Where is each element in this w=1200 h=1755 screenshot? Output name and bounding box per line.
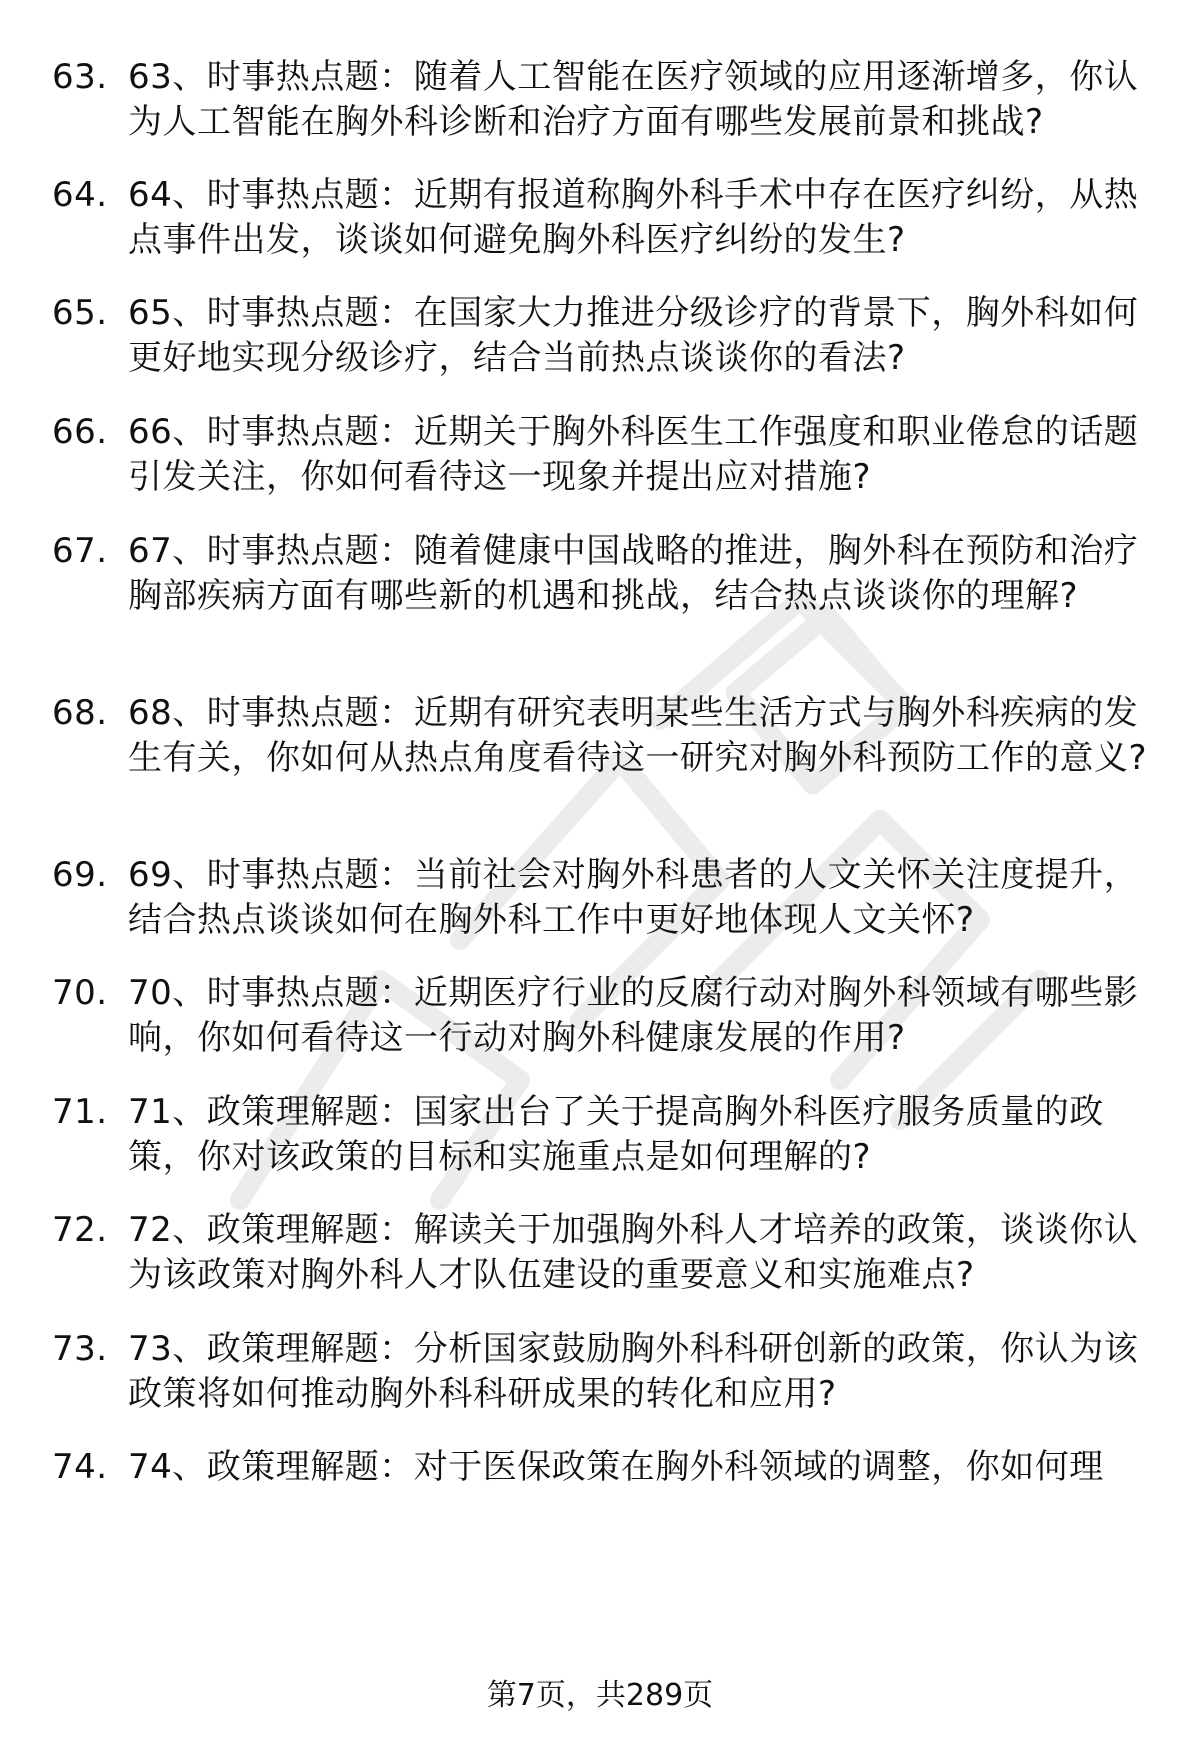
question-text: 64、时事热点题：近期有报道称胸外科手术中存在医疗纠纷，从热点事件出发，谈谈如何避免胸外科医疗纠纷的发生? xyxy=(128,175,1139,260)
question-number: 74. xyxy=(52,1447,108,1487)
question-text: 63、时事热点题：随着人工智能在医疗领域的应用逐渐增多，你认为人工智能在胸外科诊断和治疗方面有哪些发展前景和挑战? xyxy=(128,57,1139,142)
question-text: 71、政策理解题：国家出台了关于提高胸外科医疗服务质量的政策，你对该政策的目标和实施重点是如何理解的? xyxy=(128,1092,1104,1177)
question-number: 70. xyxy=(52,973,108,1013)
question-text: 74、政策理解题：对于医保政策在胸外科领域的调整，你如何理 xyxy=(128,1447,1104,1487)
question-number: 63. xyxy=(52,57,108,97)
question-item-69 xyxy=(52,853,1162,943)
question-item-65 xyxy=(52,291,1162,381)
question-text: 68、时事热点题：近期有研究表明某些生活方式与胸外科疾病的发生有关，你如何从热点角度看待这一研究对胸外科预防工作的意义? xyxy=(128,693,1148,778)
question-number: 69. xyxy=(52,855,108,895)
page-footer xyxy=(0,1676,1200,1716)
question-item-63 xyxy=(52,55,1162,145)
question-number: 72. xyxy=(52,1210,108,1250)
question-item-66 xyxy=(52,410,1162,500)
question-text: 72、政策理解题：解读关于加强胸外科人才培养的政策，谈谈你认为该政策对胸外科人才队伍建设的重要意义和实施难点? xyxy=(128,1210,1139,1295)
question-item-74 xyxy=(52,1445,1162,1490)
question-item-72 xyxy=(52,1208,1162,1298)
question-number: 65. xyxy=(52,293,108,333)
question-item-71 xyxy=(52,1090,1162,1180)
question-item-70 xyxy=(52,971,1162,1061)
question-text: 73、政策理解题：分析国家鼓励胸外科科研创新的政策，你认为该政策将如何推动胸外科科研成果的转化和应用? xyxy=(128,1329,1139,1414)
question-item-68 xyxy=(52,691,1162,781)
question-item-64 xyxy=(52,173,1162,263)
question-text: 66、时事热点题：近期关于胸外科医生工作强度和职业倦怠的话题引发关注，你如何看待这一现象并提出应对措施? xyxy=(128,412,1139,497)
question-item-67 xyxy=(52,529,1162,619)
page-number-label: 第7页，共289页 xyxy=(486,1678,714,1713)
question-text: 70、时事热点题：近期医疗行业的反腐行动对胸外科领域有哪些影响，你如何看待这一行动对胸外科健康发展的作用? xyxy=(128,973,1139,1058)
question-number: 73. xyxy=(52,1329,108,1369)
question-number: 64. xyxy=(52,175,108,215)
question-number: 71. xyxy=(52,1092,108,1132)
question-number: 66. xyxy=(52,412,108,452)
question-item-73 xyxy=(52,1327,1162,1417)
question-number: 67. xyxy=(52,531,108,571)
question-text: 69、时事热点题：当前社会对胸外科患者的人文关怀关注度提升，结合热点谈谈如何在胸外科工作中更好地体现人文关怀? xyxy=(128,855,1139,940)
question-text: 65、时事热点题：在国家大力推进分级诊疗的背景下，胸外科如何更好地实现分级诊疗，结合当前热点谈谈你的看法? xyxy=(128,293,1139,378)
question-number: 68. xyxy=(52,693,108,733)
question-text: 67、时事热点题：随着健康中国战略的推进，胸外科在预防和治疗胸部疾病方面有哪些新的机遇和挑战，结合热点谈谈你的理解? xyxy=(128,531,1139,616)
